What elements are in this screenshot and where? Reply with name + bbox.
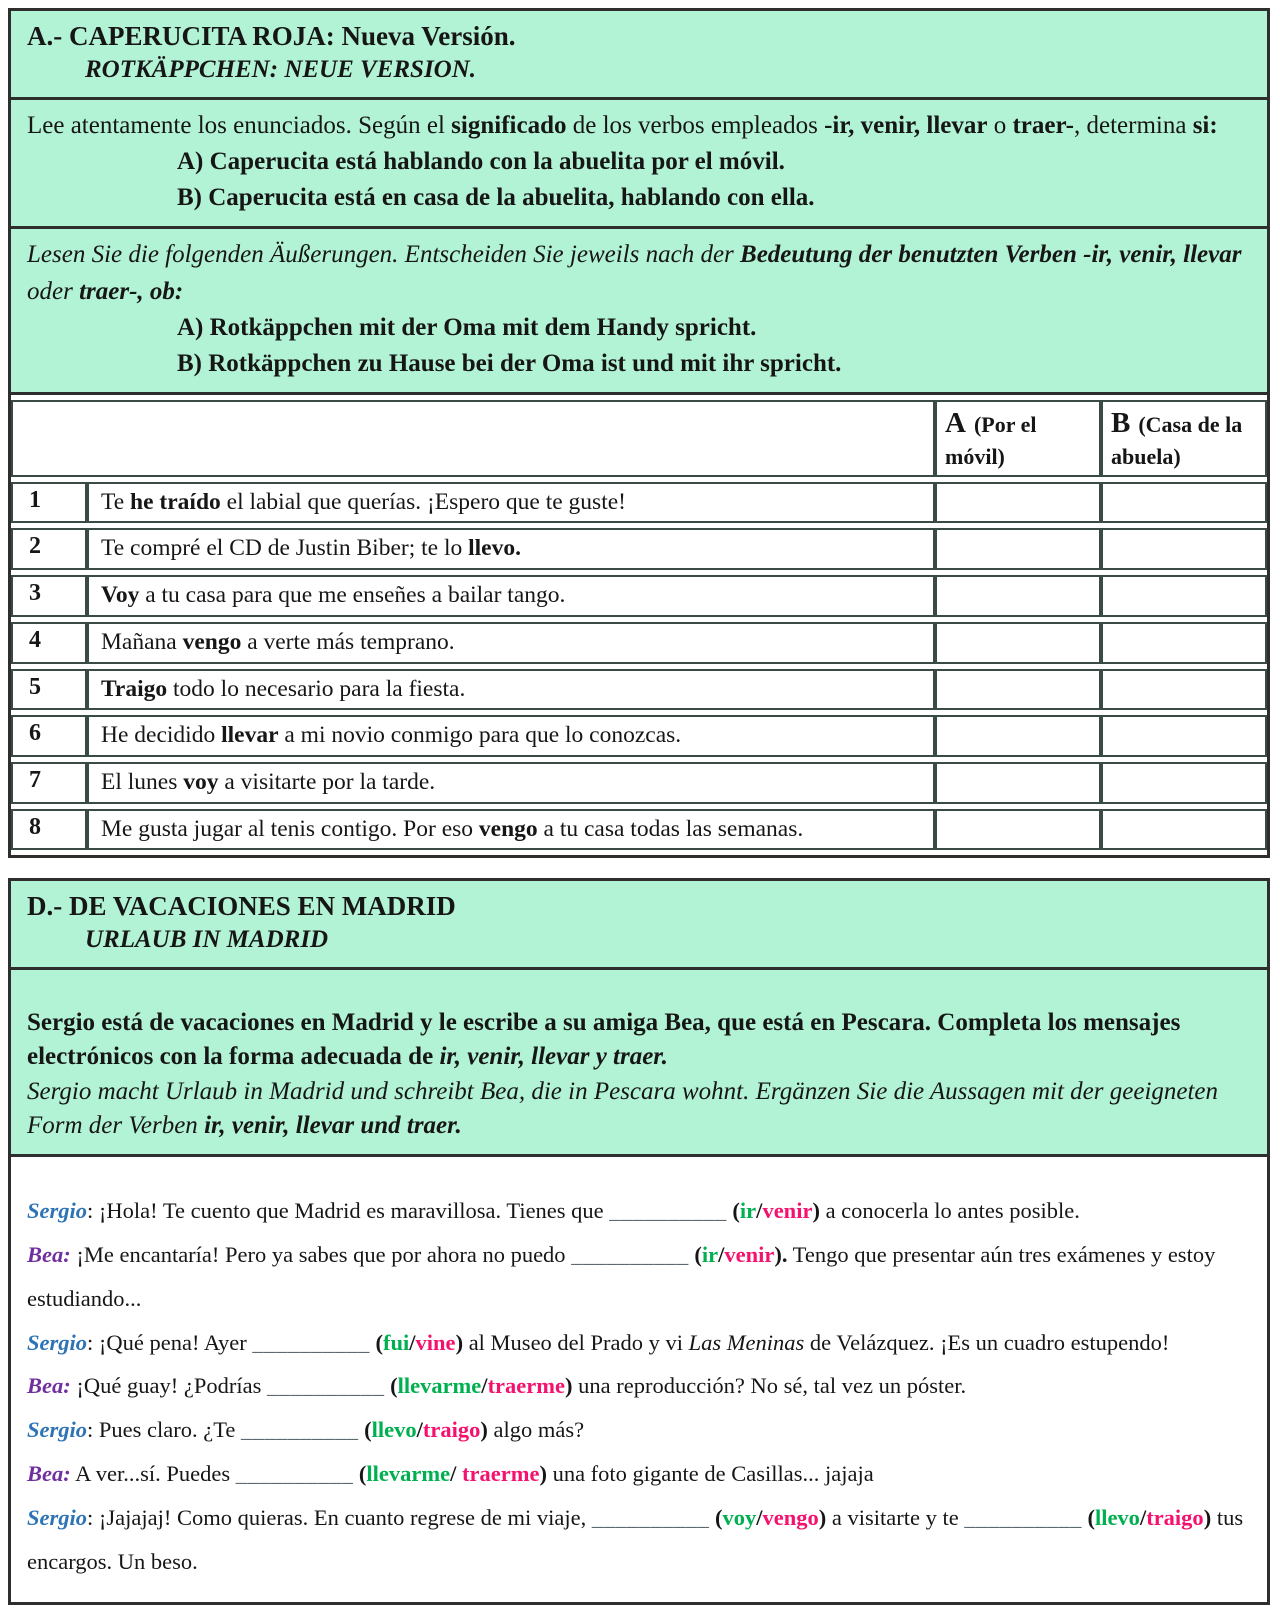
text-segment: a tu casa todas las semanas. — [537, 815, 804, 842]
dialogue-line — [27, 1496, 1251, 1584]
dialogue-line — [27, 1189, 1251, 1233]
text-segment: ) — [812, 1197, 820, 1223]
text-segment: a visitarte por la tarde. — [218, 768, 436, 795]
text-segment: el labial que querías. ¡Espero que te guste! — [220, 488, 626, 515]
section-d-instructions-es — [27, 1006, 1251, 1075]
answer-cell-a — [935, 715, 1101, 757]
text-segment: : ¡Qué pena! Ayer — [87, 1329, 253, 1355]
answer-cell-a — [935, 622, 1101, 664]
answer-cell-b — [1101, 482, 1267, 524]
text-segment: / — [756, 1505, 763, 1531]
text-segment: ) — [818, 1505, 827, 1531]
answer-cell-a — [935, 482, 1101, 524]
text-segment: / — [450, 1461, 462, 1487]
text-segment: traerme — [462, 1461, 540, 1487]
statement-text — [87, 575, 935, 617]
statement-text — [87, 528, 935, 570]
text-segment: ) — [1203, 1505, 1212, 1531]
section-a-instructions-de — [11, 229, 1267, 395]
text-segment: ) — [565, 1373, 573, 1399]
text-segment: ( — [732, 1197, 740, 1223]
text-segment: fui — [383, 1329, 410, 1355]
text-segment: ) — [480, 1417, 488, 1443]
text-segment: significado — [451, 111, 567, 139]
text-segment: todo lo necesario para la fiesta. — [167, 675, 466, 702]
text-segment: vengo — [182, 628, 242, 655]
statement-row — [11, 622, 1267, 664]
statement-row — [11, 528, 1267, 570]
answer-cell-a — [935, 528, 1101, 570]
text-segment: ( — [714, 1505, 723, 1531]
text-segment: ( — [1087, 1505, 1095, 1531]
text-segment: voy — [722, 1505, 757, 1531]
dialogue-area — [11, 1157, 1267, 1602]
statement-row — [11, 809, 1267, 851]
instructions-es-text — [27, 108, 1251, 144]
text-segment: Te compré el CD de Justin Biber; te lo — [101, 535, 469, 562]
text-segment: traer-, ob: — [79, 277, 184, 305]
answer-cell-b — [1101, 715, 1267, 757]
text-segment: llevarme — [366, 1461, 451, 1487]
answer-cell-a — [935, 575, 1101, 617]
text-segment: Lee atentamente los enunciados. Según el — [27, 111, 452, 139]
text-segment: ir, venir, llevar y traer. — [439, 1043, 668, 1071]
column-a-letter: A — [945, 407, 966, 440]
text-segment: __________ — [235, 1461, 354, 1487]
statement-row — [11, 715, 1267, 757]
statement-number: 7 — [11, 762, 87, 804]
text-segment: / — [1139, 1505, 1147, 1531]
text-segment: ¡Qué guay! ¿Podrías — [70, 1373, 267, 1399]
text-segment: a mi novio conmigo para que lo conozcas. — [278, 722, 682, 749]
statement-number: 3 — [11, 575, 87, 617]
text-segment: voy — [183, 768, 219, 795]
header-empty-cell — [11, 400, 935, 476]
answer-cell-a — [935, 809, 1101, 851]
text-segment: Bea: — [27, 1461, 71, 1487]
text-segment: / — [409, 1329, 416, 1355]
answer-cell-b — [1101, 762, 1267, 804]
text-segment: traigo — [1146, 1505, 1204, 1531]
statement-number: 8 — [11, 809, 87, 851]
dialogue-line — [27, 1452, 1251, 1496]
text-segment: Sergio — [27, 1505, 88, 1531]
text-segment: __________ — [571, 1241, 689, 1267]
option-b-es: B) Caperucita está en casa de la abuelita, hablando con ella. — [177, 184, 815, 212]
text-segment: Sergio — [27, 1197, 88, 1223]
text-segment: vengo — [762, 1505, 819, 1531]
text-segment: Bea: — [27, 1241, 71, 1267]
text-segment: o — [987, 111, 1013, 139]
text-segment: Lesen Sie die folgenden Äußerungen. Entscheiden Sie jeweils nach der — [27, 241, 741, 269]
text-segment: __________ — [252, 1329, 370, 1355]
text-segment: traer- — [1012, 111, 1074, 139]
statement-text — [87, 762, 935, 804]
text-segment: Sergio macht Urlaub in Madrid und schreibt Bea, die in Pescara wohnt. Ergänzen Sie die Aussagen mit der geeigneten Form der Verben — [27, 1077, 1219, 1140]
text-segment: / — [718, 1241, 725, 1267]
text-segment: vine — [415, 1329, 456, 1355]
text-segment: : ¡Hola! Te cuento que Madrid es maravillosa. Tienes que — [87, 1197, 610, 1223]
text-segment: venir — [762, 1197, 813, 1223]
statement-text — [87, 482, 935, 524]
text-segment: llevar — [221, 722, 279, 749]
table-header-row — [11, 400, 1267, 476]
answer-cell-b — [1101, 669, 1267, 711]
section-a-instructions-es — [11, 100, 1267, 230]
text-segment: ) — [455, 1329, 464, 1355]
text-segment: : Pues claro. ¿Te — [87, 1417, 242, 1443]
option-a-de: A) Rotkäppchen mit der Oma mit dem Handy spricht. — [177, 313, 757, 341]
dialogue-line — [27, 1364, 1251, 1408]
text-segment: he traído — [130, 488, 221, 515]
text-segment: Bea: — [27, 1373, 71, 1399]
text-segment: __________ — [964, 1505, 1082, 1531]
section-d-instructions — [11, 970, 1267, 1157]
text-segment: una foto gigante de Casillas... jajaja — [546, 1461, 874, 1487]
text-segment: / — [481, 1373, 488, 1399]
answer-cell-b — [1101, 528, 1267, 570]
text-segment: : ¡Jajajaj! Como quieras. En cuanto regrese de mi viaje, — [87, 1505, 592, 1531]
text-segment: Bedeutung der benutzten Verben — [740, 241, 1084, 269]
answer-cell-b — [1101, 575, 1267, 617]
text-segment: Sergio — [27, 1417, 88, 1443]
text-segment: Sergio está de vacaciones en Madrid y le escribe a su amiga Bea, que está en Pescara. Completa los mensajes electrónicos con la forma adecuada de — [27, 1008, 1181, 1071]
text-segment: ). — [774, 1241, 788, 1267]
text-segment: / — [416, 1417, 423, 1443]
section-a-title-es: A.- CAPERUCITA ROJA: Nueva Versión. — [27, 21, 516, 51]
text-segment: __________ — [591, 1505, 710, 1531]
text-segment: traigo — [422, 1417, 481, 1443]
text-segment: __________ — [241, 1417, 359, 1443]
dialogue-line — [27, 1233, 1251, 1321]
text-segment: a visitarte y te — [826, 1505, 965, 1531]
text-segment: al Museo del Prado y vi — [463, 1329, 689, 1355]
text-segment: __________ — [609, 1197, 727, 1223]
section-a-box — [8, 8, 1270, 858]
statement-number: 4 — [11, 622, 87, 664]
text-segment: -ir, venir, llevar — [824, 111, 988, 139]
text-segment: Mañana — [101, 628, 183, 655]
statement-text — [87, 669, 935, 711]
text-segment: ( — [390, 1373, 398, 1399]
text-segment: ¡Me encantaría! Pero ya sabes que por ahora no puedo — [70, 1241, 572, 1267]
text-segment: ( — [358, 1461, 367, 1487]
text-segment: ( — [364, 1417, 372, 1443]
answer-cell-a — [935, 669, 1101, 711]
dialogue-line — [27, 1408, 1251, 1452]
header-column-a — [935, 400, 1101, 476]
section-a-title-block — [11, 11, 1267, 100]
instructions-de-text — [27, 237, 1251, 310]
text-segment: de los verbos empleados — [566, 111, 825, 139]
statement-number: 2 — [11, 528, 87, 570]
statement-text — [87, 715, 935, 757]
text-segment: a conocerla lo antes posible. — [819, 1197, 1080, 1223]
section-d-instructions-de — [27, 1075, 1251, 1144]
statement-row — [11, 575, 1267, 617]
text-segment: , determina — [1073, 111, 1193, 139]
answer-cell-b — [1101, 809, 1267, 851]
statement-number: 6 — [11, 715, 87, 757]
section-d-title-de: URLAUB IN MADRID — [85, 926, 329, 954]
text-segment: ( — [375, 1329, 384, 1355]
section-d-title-block — [11, 881, 1267, 970]
column-a-caption: (Por el móvil) — [945, 412, 1037, 470]
text-segment: El lunes — [101, 768, 184, 795]
text-segment: ( — [694, 1241, 702, 1267]
text-segment: ) — [539, 1461, 547, 1487]
text-segment: vengo — [478, 815, 538, 842]
statement-row — [11, 762, 1267, 804]
text-segment: llevo — [1094, 1505, 1140, 1531]
text-segment: __________ — [266, 1373, 385, 1399]
text-segment: tus encargos. Un beso. — [27, 1505, 1244, 1574]
text-segment: una reproducción? No sé, tal vez un póster. — [572, 1373, 967, 1399]
statement-number: 5 — [11, 669, 87, 711]
text-segment: de Velázquez. ¡Es un cuadro estupendo! — [804, 1329, 1170, 1355]
column-b-caption: (Casa de la abuela) — [1111, 412, 1243, 470]
text-segment: -ir, venir, llevar — [1083, 241, 1242, 269]
statement-number: 1 — [11, 482, 87, 524]
text-segment: Traigo — [101, 675, 168, 702]
text-segment: Tengo que presentar aún tres exámenes y estoy estudiando... — [27, 1241, 1216, 1311]
text-segment: oder — [27, 277, 80, 305]
text-segment: ir, venir, llevar und traer. — [204, 1112, 462, 1140]
dialogue-line — [27, 1321, 1251, 1365]
option-a-es: A) Caperucita está hablando con la abuelita por el móvil. — [177, 147, 785, 175]
text-segment: Las Meninas — [688, 1329, 805, 1355]
text-segment: / — [756, 1197, 763, 1223]
text-segment: A ver...sí. Puedes — [70, 1461, 236, 1487]
section-d-box — [8, 878, 1270, 1604]
text-segment: si: — [1192, 111, 1218, 139]
statement-row — [11, 669, 1267, 711]
text-segment: Sergio — [27, 1329, 88, 1355]
section-d-title-es: D.- DE VACACIONES EN MADRID — [27, 891, 456, 922]
text-segment: ir — [739, 1197, 757, 1223]
text-segment: Voy — [101, 582, 140, 609]
answer-cell-b — [1101, 622, 1267, 664]
text-segment: llevo. — [468, 535, 521, 562]
statement-text — [87, 809, 935, 851]
text-segment: Me gusta jugar al tenis contigo. Por eso — [101, 815, 479, 842]
text-segment: traerme — [487, 1373, 565, 1399]
statement-text — [87, 622, 935, 664]
column-b-letter: B — [1111, 407, 1131, 440]
text-segment: He decidido — [101, 722, 222, 749]
text-segment: a tu casa para que me enseñes a bailar tango. — [139, 582, 566, 609]
text-segment: venir — [724, 1241, 775, 1267]
answer-cell-a — [935, 762, 1101, 804]
text-segment: algo más? — [487, 1417, 585, 1443]
text-segment: Te — [101, 488, 131, 515]
text-segment: llevo — [371, 1417, 417, 1443]
statements-table — [11, 395, 1267, 855]
statement-row — [11, 482, 1267, 524]
text-segment: llevarme — [397, 1373, 482, 1399]
text-segment: ir — [701, 1241, 719, 1267]
section-a-title-de: ROTKÄPPCHEN: NEUE VERSION. — [85, 56, 477, 84]
option-b-de: B) Rotkäppchen zu Hause bei der Oma ist und mit ihr spricht. — [177, 350, 842, 378]
header-column-b — [1101, 400, 1267, 476]
text-segment: a verte más temprano. — [241, 628, 455, 655]
